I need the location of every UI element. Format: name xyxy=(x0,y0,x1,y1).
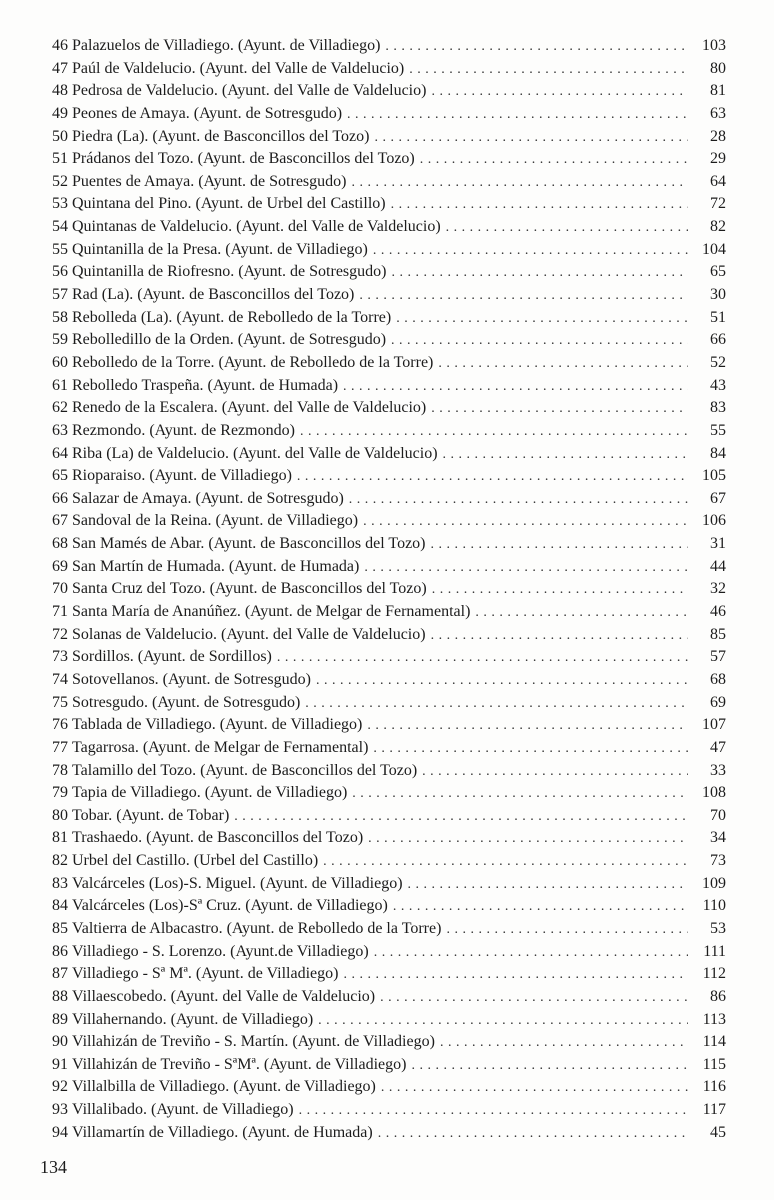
toc-entry xyxy=(52,578,726,601)
entry-title: Riba (La) de Valdelucio. (Ayunt. del Valle de Valdelucio) xyxy=(72,444,438,462)
toc-entry xyxy=(52,918,726,941)
entry-number: 73 xyxy=(52,648,68,666)
entry-title: Peones de Amaya. (Ayunt. de Sotresgudo) xyxy=(72,104,343,122)
dot-leader xyxy=(431,534,689,556)
entry-title: San Martín de Humada. (Ayunt. de Humada) xyxy=(72,557,360,575)
entry-title: Urbel del Castillo. (Urbel del Castillo) xyxy=(72,852,319,870)
toc-entry xyxy=(52,126,726,149)
dot-leader xyxy=(431,625,688,647)
dot-leader xyxy=(385,36,688,58)
entry-title: San Mamés de Abar. (Ayunt. de Basconcillos del Tozo) xyxy=(72,535,426,553)
dot-leader xyxy=(277,647,688,669)
dot-leader xyxy=(431,81,688,103)
toc-entry xyxy=(52,397,726,420)
entry-title: Piedra (La). (Ayunt. de Basconcillos del Tozo) xyxy=(72,127,370,145)
entry-number: 77 xyxy=(52,738,68,756)
entry-page-number: 69 xyxy=(710,693,726,711)
entry-title: Santa María de Ananúñez. (Ayunt. de Melgar de Fernamental) xyxy=(72,603,471,621)
dot-leader xyxy=(368,828,688,850)
dot-leader xyxy=(374,942,688,964)
entry-title: Villahizán de Treviño - SªMª. (Ayunt. de Villadiego) xyxy=(72,1055,407,1073)
toc-entry xyxy=(52,261,726,284)
entry-number: 61 xyxy=(52,376,68,394)
entry-title: Quintanilla de Riofresno. (Ayunt. de Sotresgudo) xyxy=(72,263,387,281)
dot-leader xyxy=(373,738,688,760)
entry-number: 82 xyxy=(52,852,68,870)
entry-title: Rebolleda (La). (Ayunt. de Rebolledo de la Torre) xyxy=(72,308,392,326)
entry-page-number: 80 xyxy=(710,59,726,77)
dot-leader xyxy=(349,489,688,511)
entry-page-number: 53 xyxy=(710,919,726,937)
toc-entry xyxy=(52,1076,726,1099)
entry-number: 94 xyxy=(52,1123,68,1141)
entry-number: 56 xyxy=(52,263,68,281)
dot-leader xyxy=(393,896,688,918)
toc-entry xyxy=(52,760,726,783)
entry-number: 71 xyxy=(52,603,68,621)
entry-page-number: 67 xyxy=(710,489,726,507)
entry-number: 55 xyxy=(52,240,68,258)
entry-title: Villaescobedo. (Ayunt. del Valle de Valdelucio) xyxy=(72,987,376,1005)
toc-entry xyxy=(52,669,726,692)
dot-leader xyxy=(409,59,688,81)
entry-page-number: 109 xyxy=(702,874,726,892)
entry-page-number: 64 xyxy=(710,172,726,190)
entry-number: 75 xyxy=(52,693,68,711)
entry-number: 47 xyxy=(52,59,68,77)
entry-title: Santa Cruz del Tozo. (Ayunt. de Basconcillos del Tozo) xyxy=(72,580,427,598)
entry-page-number: 107 xyxy=(702,716,726,734)
toc-entry xyxy=(52,329,726,352)
entry-title: Valcárceles (Los)-S. Miguel. (Ayunt. de Villadiego) xyxy=(72,874,403,892)
entry-title: Valcárceles (Los)-Sª Cruz. (Ayunt. de Villadiego) xyxy=(72,897,388,915)
dot-leader xyxy=(381,1077,688,1099)
entry-page-number: 104 xyxy=(702,240,726,258)
entry-title: Trashaedo. (Ayunt. de Basconcillos del Tozo) xyxy=(72,829,364,847)
toc-entry xyxy=(52,488,726,511)
entry-number: 62 xyxy=(52,399,68,417)
toc-entry xyxy=(52,895,726,918)
toc-entry xyxy=(52,601,726,624)
dot-leader xyxy=(440,1032,688,1054)
entry-page-number: 43 xyxy=(710,376,726,394)
entry-title: Talamillo del Tozo. (Ayunt. de Basconcillos del Tozo) xyxy=(72,761,418,779)
entry-number: 57 xyxy=(52,286,68,304)
entry-title: Rebolledo de la Torre. (Ayunt. de Rebolledo de la Torre) xyxy=(72,353,434,371)
toc-entry xyxy=(52,963,726,986)
dot-leader xyxy=(305,693,688,715)
entry-number: 66 xyxy=(52,489,68,507)
entry-page-number: 83 xyxy=(710,399,726,417)
entry-number: 87 xyxy=(52,965,68,983)
entry-number: 89 xyxy=(52,1010,68,1028)
entry-number: 69 xyxy=(52,557,68,575)
entry-number: 60 xyxy=(52,353,68,371)
entry-number: 67 xyxy=(52,512,68,530)
dot-leader xyxy=(475,602,688,624)
dot-leader xyxy=(422,761,688,783)
entry-title: Puentes de Amaya. (Ayunt. de Sotresgudo) xyxy=(72,172,347,190)
entry-number: 88 xyxy=(52,987,68,1005)
dot-leader xyxy=(352,783,688,805)
toc-entry xyxy=(52,239,726,262)
entry-page-number: 110 xyxy=(702,897,726,915)
toc-entry xyxy=(52,216,726,239)
entry-number: 50 xyxy=(52,127,68,145)
entry-title: Tapia de Villadiego. (Ayunt. de Villadiego) xyxy=(72,784,348,802)
dot-leader xyxy=(396,308,688,330)
entry-page-number: 52 xyxy=(710,353,726,371)
entry-number: 76 xyxy=(52,716,68,734)
entry-number: 72 xyxy=(52,625,68,643)
entry-page-number: 65 xyxy=(710,263,726,281)
dot-leader xyxy=(343,964,688,986)
table-of-contents xyxy=(52,35,726,1144)
entry-page-number: 33 xyxy=(710,761,726,779)
entry-number: 78 xyxy=(52,761,68,779)
dot-leader xyxy=(391,194,688,216)
entry-number: 54 xyxy=(52,218,68,236)
entry-number: 58 xyxy=(52,308,68,326)
dot-leader xyxy=(373,240,688,262)
entry-number: 49 xyxy=(52,104,68,122)
entry-title: Sordillos. (Ayunt. de Sordillos) xyxy=(72,648,272,666)
entry-title: Salazar de Amaya. (Ayunt. de Sotresgudo) xyxy=(72,489,344,507)
entry-title: Rebolledillo de la Orden. (Ayunt. de Sotresgudo) xyxy=(72,331,387,349)
page-number: 134 xyxy=(40,1157,67,1177)
toc-entry xyxy=(52,986,726,1009)
entry-page-number: 114 xyxy=(702,1033,726,1051)
entry-number: 52 xyxy=(52,172,68,190)
entry-number: 90 xyxy=(52,1033,68,1051)
entry-number: 91 xyxy=(52,1055,68,1073)
toc-entry xyxy=(52,307,726,330)
dot-leader xyxy=(380,987,688,1009)
toc-entry xyxy=(52,58,726,81)
toc-entry xyxy=(52,103,726,126)
entry-title: Rezmondo. (Ayunt. de Rezmondo) xyxy=(72,421,295,439)
toc-entry xyxy=(52,556,726,579)
entry-number: 86 xyxy=(52,942,68,960)
entry-number: 85 xyxy=(52,919,68,937)
entry-title: Villalibado. (Ayunt. de Villadiego) xyxy=(72,1101,294,1119)
dot-leader xyxy=(359,285,688,307)
entry-page-number: 45 xyxy=(710,1123,726,1141)
entry-page-number: 73 xyxy=(710,852,726,870)
dot-leader xyxy=(297,466,688,488)
entry-title: Villamartín de Villadiego. (Ayunt. de Humada) xyxy=(72,1123,373,1141)
dot-leader xyxy=(408,874,688,896)
dot-leader xyxy=(323,851,688,873)
entry-page-number: 30 xyxy=(710,286,726,304)
entry-page-number: 55 xyxy=(710,421,726,439)
entry-page-number: 85 xyxy=(710,625,726,643)
dot-leader xyxy=(446,217,688,239)
entry-page-number: 47 xyxy=(710,738,726,756)
entry-title: Sotovellanos. (Ayunt. de Sotresgudo) xyxy=(72,670,311,688)
entry-title: Villahizán de Treviño - S. Martín. (Ayunt. de Villadiego) xyxy=(72,1033,435,1051)
entry-page-number: 72 xyxy=(710,195,726,213)
entry-title: Renedo de la Escalera. (Ayunt. del Valle de Valdelucio) xyxy=(72,399,427,417)
entry-number: 79 xyxy=(52,784,68,802)
entry-page-number: 57 xyxy=(710,648,726,666)
dot-leader xyxy=(300,421,688,443)
toc-entry xyxy=(52,941,726,964)
entry-title: Tablada de Villadiego. (Ayunt. de Villadiego) xyxy=(72,716,363,734)
dot-leader xyxy=(364,557,688,579)
toc-entry xyxy=(52,1009,726,1032)
dot-leader xyxy=(431,398,688,420)
entry-title: Sotresgudo. (Ayunt. de Sotresgudo) xyxy=(72,693,301,711)
toc-entry xyxy=(52,193,726,216)
entry-page-number: 34 xyxy=(710,829,726,847)
entry-page-number: 86 xyxy=(710,987,726,1005)
toc-entry xyxy=(52,1054,726,1077)
dot-leader xyxy=(363,511,688,533)
entry-number: 65 xyxy=(52,467,68,485)
dot-leader xyxy=(432,579,688,601)
dot-leader xyxy=(391,330,688,352)
entry-number: 59 xyxy=(52,331,68,349)
entry-number: 51 xyxy=(52,150,68,168)
entry-number: 93 xyxy=(52,1101,68,1119)
toc-entry xyxy=(52,737,726,760)
toc-entry xyxy=(52,375,726,398)
entry-number: 81 xyxy=(52,829,68,847)
dot-leader xyxy=(411,1055,688,1077)
dot-leader xyxy=(378,1123,688,1145)
entry-number: 46 xyxy=(52,37,68,54)
entry-title: Rebolledo Traspeña. (Ayunt. de Humada) xyxy=(72,376,339,394)
toc-entry xyxy=(52,420,726,443)
dot-leader xyxy=(299,1100,688,1122)
dot-leader xyxy=(318,1010,688,1032)
entry-page-number: 44 xyxy=(710,557,726,575)
dot-leader xyxy=(443,444,688,466)
entry-page-number: 106 xyxy=(702,512,726,530)
dot-leader xyxy=(446,919,688,941)
entry-page-number: 81 xyxy=(710,82,726,100)
entry-title: Quintanilla de la Presa. (Ayunt. de Villadiego) xyxy=(72,240,368,258)
entry-page-number: 28 xyxy=(710,127,726,145)
entry-number: 64 xyxy=(52,444,68,462)
dot-leader xyxy=(347,104,688,126)
toc-entry xyxy=(52,284,726,307)
entry-title: Villahernando. (Ayunt. de Villadiego) xyxy=(72,1010,314,1028)
entry-page-number: 103 xyxy=(702,37,726,54)
entry-title: Solanas de Valdelucio. (Ayunt. del Valle de Valdelucio) xyxy=(72,625,426,643)
toc-entry xyxy=(52,148,726,171)
toc-entry xyxy=(52,827,726,850)
entry-number: 74 xyxy=(52,670,68,688)
entry-title: Pedrosa de Valdelucio. (Ayunt. del Valle de Valdelucio) xyxy=(72,82,427,100)
entry-title: Quintana del Pino. (Ayunt. de Urbel del Castillo) xyxy=(72,195,386,213)
entry-title: Tobar. (Ayunt. de Tobar) xyxy=(72,806,230,824)
entry-title: Valtierra de Albacastro. (Ayunt. de Rebolledo de la Torre) xyxy=(72,919,442,937)
entry-title: Villalbilla de Villadiego. (Ayunt. de Villadiego) xyxy=(72,1078,376,1096)
entry-page-number: 112 xyxy=(702,965,726,983)
toc-entry xyxy=(52,714,726,737)
entry-page-number: 46 xyxy=(710,603,726,621)
entry-number: 63 xyxy=(52,421,68,439)
entry-page-number: 68 xyxy=(710,670,726,688)
entry-page-number: 63 xyxy=(710,104,726,122)
entry-number: 92 xyxy=(52,1078,68,1096)
toc-entry xyxy=(52,805,726,828)
entry-number: 68 xyxy=(52,535,68,553)
entry-page-number: 31 xyxy=(710,535,726,553)
entry-page-number: 32 xyxy=(710,580,726,598)
toc-entry xyxy=(52,624,726,647)
toc-entry xyxy=(52,35,726,58)
toc-entry xyxy=(52,171,726,194)
toc-entry xyxy=(52,646,726,669)
toc-entry xyxy=(52,352,726,375)
entry-title: Villadiego - S. Lorenzo. (Ayunt.de Villadiego) xyxy=(72,942,369,960)
entry-page-number: 111 xyxy=(703,942,726,960)
toc-entry xyxy=(52,510,726,533)
entry-title: Rad (La). (Ayunt. de Basconcillos del Tozo) xyxy=(72,286,355,304)
entry-page-number: 105 xyxy=(702,467,726,485)
dot-leader xyxy=(374,127,688,149)
dot-leader xyxy=(343,376,688,398)
dot-leader xyxy=(367,715,688,737)
toc-entry xyxy=(52,1122,726,1145)
toc-entry xyxy=(52,80,726,103)
dot-leader xyxy=(234,806,688,828)
entry-page-number: 113 xyxy=(702,1010,726,1028)
dot-leader xyxy=(391,262,688,284)
toc-entry xyxy=(52,1031,726,1054)
entry-page-number: 115 xyxy=(702,1055,726,1073)
entry-page-number: 29 xyxy=(710,150,726,168)
entry-title: Paúl de Valdelucio. (Ayunt. del Valle de Valdelucio) xyxy=(72,59,405,77)
dot-leader xyxy=(420,149,688,171)
entry-title: Villadiego - Sª Mª. (Ayunt. de Villadiego) xyxy=(72,965,339,983)
toc-entry xyxy=(52,782,726,805)
entry-page-number: 66 xyxy=(710,331,726,349)
toc-entry xyxy=(52,465,726,488)
entry-title: Sandoval de la Reina. (Ayunt. de Villadiego) xyxy=(72,512,359,530)
entry-number: 53 xyxy=(52,195,68,213)
entry-number: 83 xyxy=(52,874,68,892)
dot-leader xyxy=(438,353,688,375)
entry-title: Prádanos del Tozo. (Ayunt. de Basconcillos del Tozo) xyxy=(72,150,415,168)
toc-entry xyxy=(52,1099,726,1122)
entry-number: 84 xyxy=(52,897,68,915)
entry-page-number: 117 xyxy=(702,1101,726,1119)
toc-entry xyxy=(52,692,726,715)
entry-page-number: 82 xyxy=(710,218,726,236)
entry-page-number: 51 xyxy=(710,308,726,326)
entry-page-number: 84 xyxy=(710,444,726,462)
toc-entry xyxy=(52,850,726,873)
toc-entry xyxy=(52,873,726,896)
toc-entry xyxy=(52,533,726,556)
entry-page-number: 70 xyxy=(710,806,726,824)
entry-page-number: 116 xyxy=(702,1078,726,1096)
entry-title: Tagarrosa. (Ayunt. de Melgar de Fernamental) xyxy=(72,738,369,756)
entry-page-number: 108 xyxy=(702,784,726,802)
dot-leader xyxy=(316,670,688,692)
entry-number: 70 xyxy=(52,580,68,598)
entry-title: Quintanas de Valdelucio. (Ayunt. del Valle de Valdelucio) xyxy=(72,218,441,236)
entry-number: 48 xyxy=(52,82,68,100)
entry-title: Palazuelos de Villadiego. (Ayunt. de Villadiego) xyxy=(72,37,381,54)
toc-entry xyxy=(52,443,726,466)
dot-leader xyxy=(351,172,688,194)
entry-title: Rioparaiso. (Ayunt. de Villadiego) xyxy=(72,467,292,485)
entry-number: 80 xyxy=(52,806,68,824)
